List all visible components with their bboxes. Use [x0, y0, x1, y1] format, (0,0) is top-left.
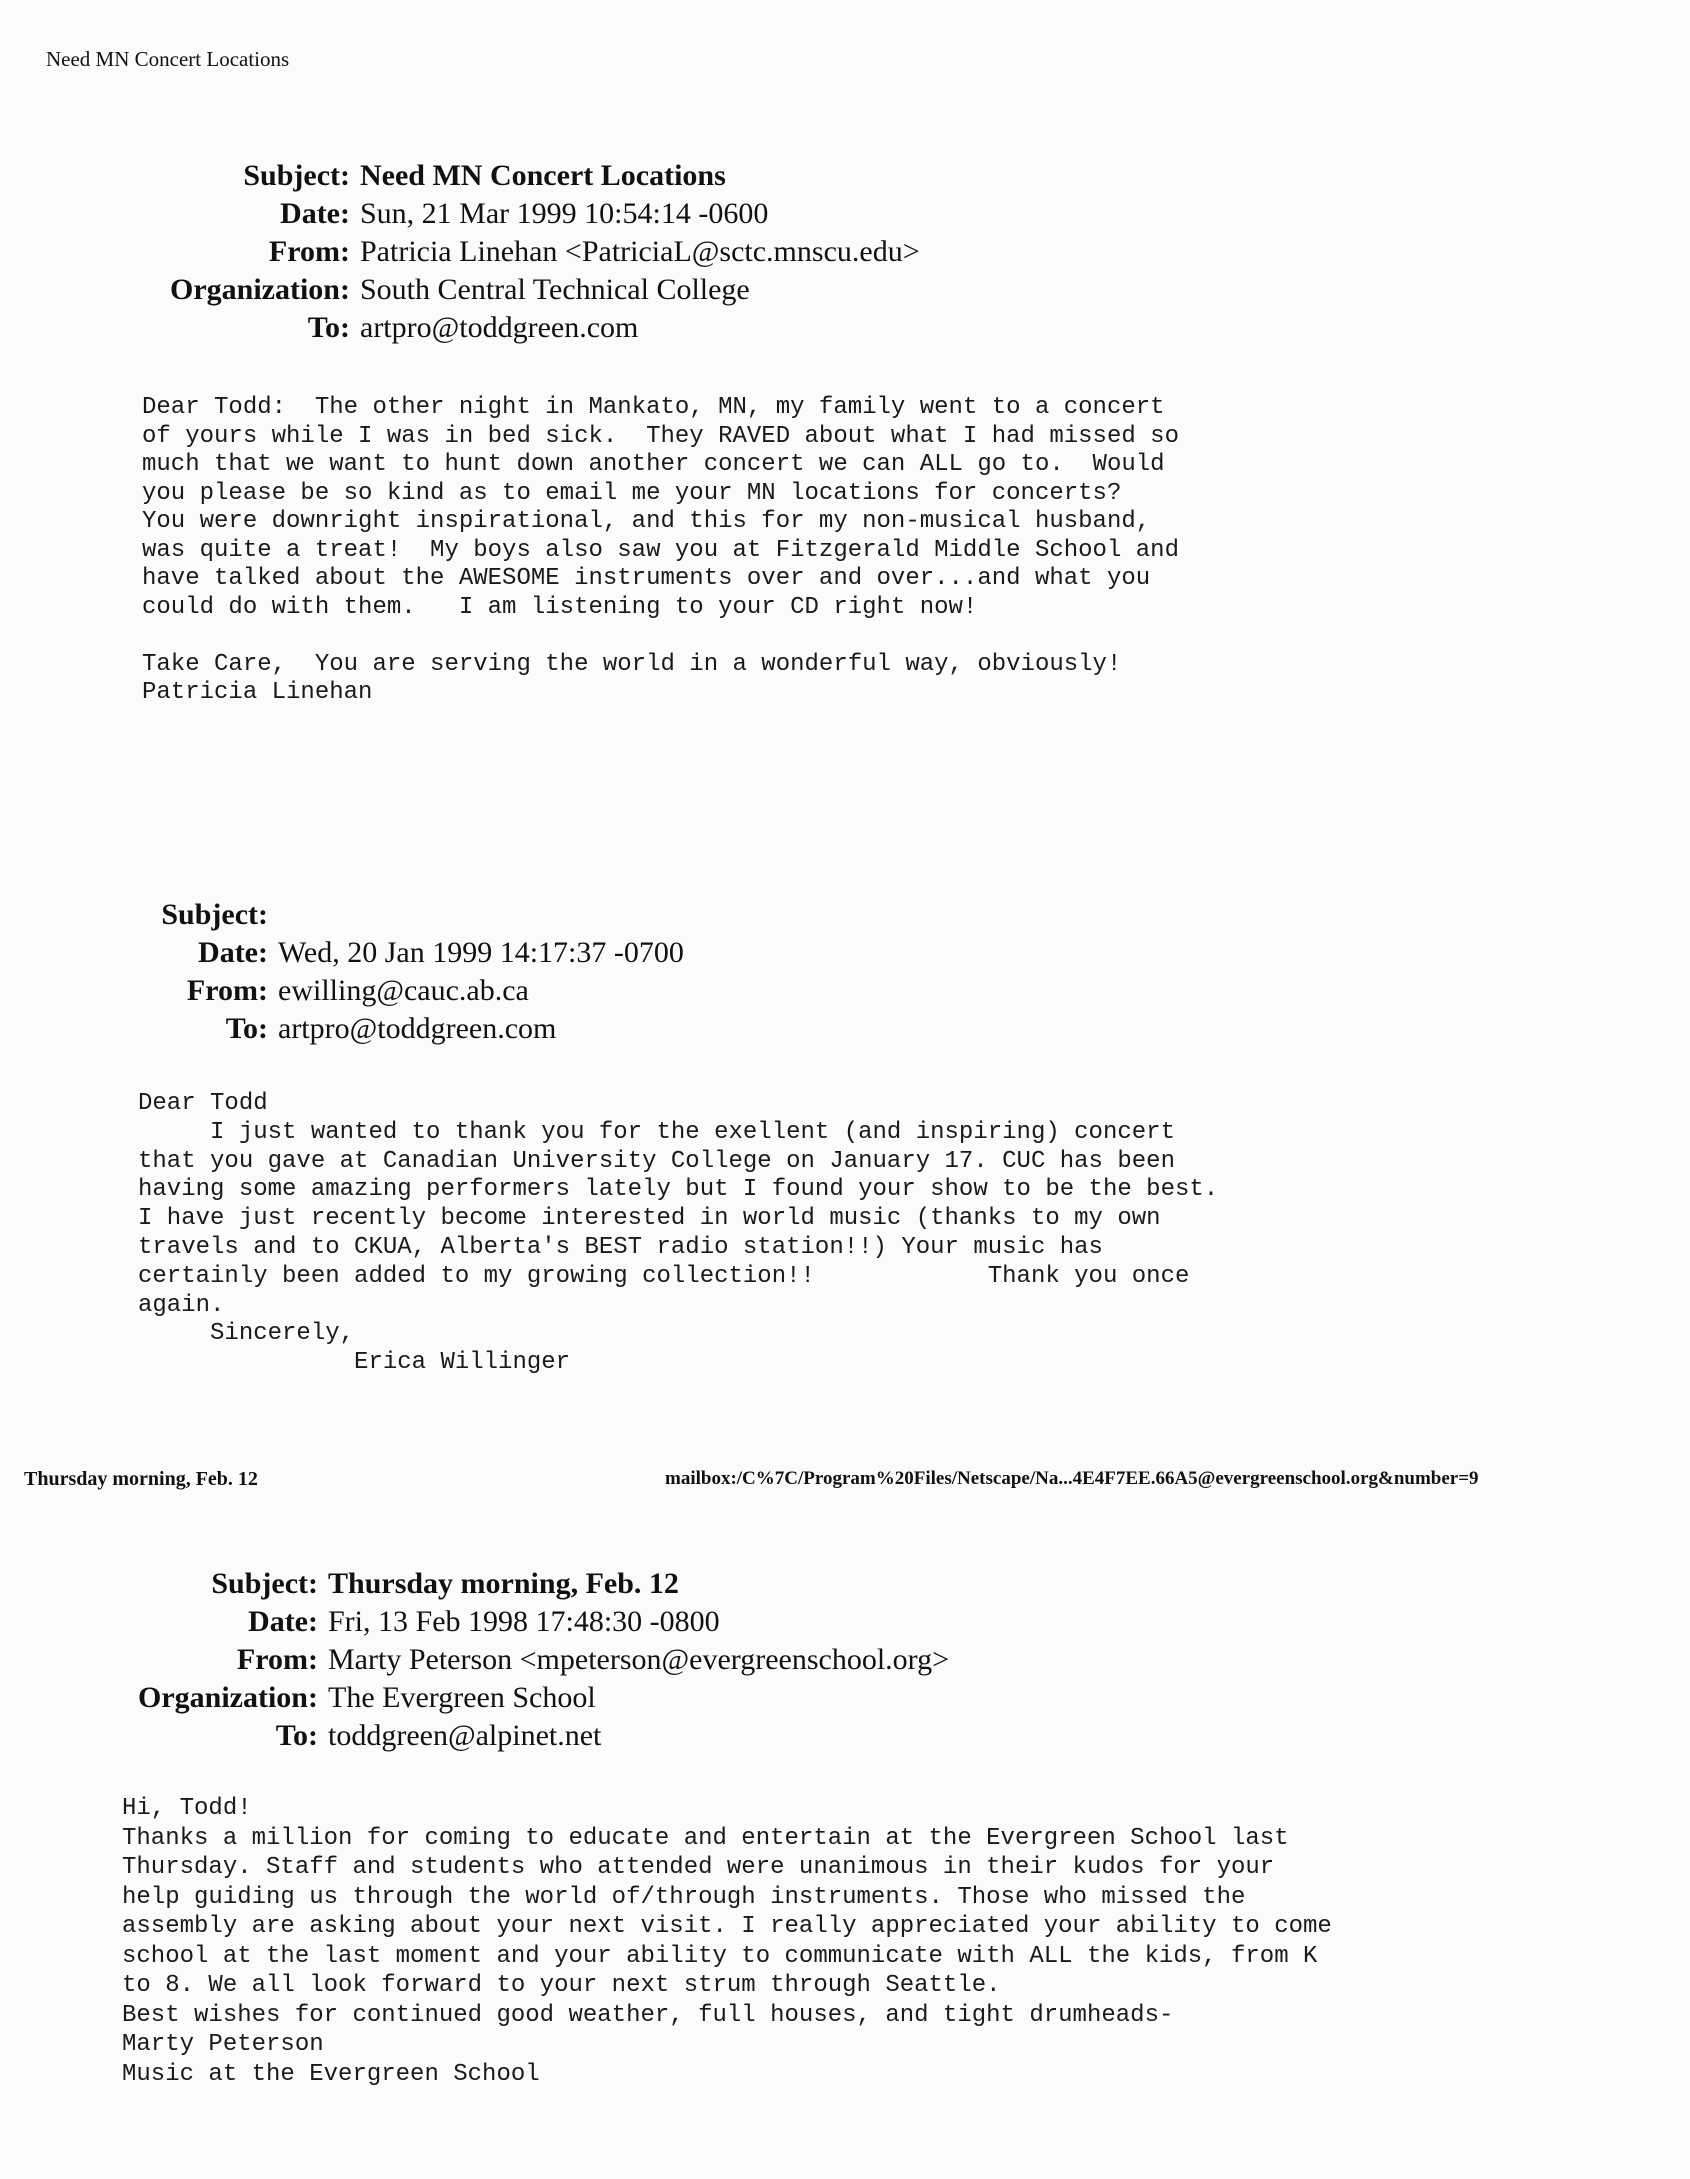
date-label: Date:	[248, 1605, 318, 1638]
subject-row	[120, 1565, 949, 1603]
page-footer-url: mailbox:/C%7C/Program%20Files/Netscape/Na...4E4F7EE.66A5@evergreenschool.org&number=9	[665, 1468, 1479, 1489]
organization-label: Organization:	[138, 1681, 318, 1714]
subject-label: Subject:	[161, 898, 268, 931]
to-value: artpro@toddgreen.com	[278, 1012, 557, 1045]
to-label: To:	[307, 311, 350, 344]
to-row	[120, 1717, 949, 1755]
subject-label: Subject:	[211, 1567, 318, 1600]
subject-value: Need MN Concert Locations	[360, 159, 726, 192]
date-label: Date:	[198, 936, 268, 969]
to-row	[130, 1010, 684, 1048]
organization-label: Organization:	[170, 273, 350, 306]
subject-row	[130, 896, 684, 934]
from-value: ewilling@cauc.ab.ca	[278, 974, 529, 1007]
to-label: To:	[225, 1012, 268, 1045]
to-row	[150, 309, 920, 347]
from-row	[150, 233, 920, 271]
from-row	[120, 1641, 949, 1679]
from-label: From:	[236, 1643, 318, 1676]
date-value: Fri, 13 Feb 1998 17:48:30 -0800	[328, 1605, 720, 1638]
subject-label: Subject:	[243, 159, 350, 192]
date-row	[120, 1603, 949, 1641]
subject-row	[150, 157, 920, 195]
organization-value: The Evergreen School	[328, 1681, 596, 1714]
date-value: Sun, 21 Mar 1999 10:54:14 -0600	[360, 197, 769, 230]
organization-row	[150, 271, 920, 309]
email-1-headers	[150, 157, 920, 347]
page-footer-title: Thursday morning, Feb. 12	[24, 1468, 258, 1490]
email-2-headers	[130, 896, 684, 1048]
organization-row	[120, 1679, 949, 1717]
email-1-body: Dear Todd: The other night in Mankato, MN, my family went to a concert of yours while I was in bed sick. They RAVED about what I had missed so much that we want to hunt down another concert we can ALL go to. Would you please be so kind as to email me your MN locations for concerts? You were downright inspirational, and this for my non-musical husband, was quite a treat! My boys also saw you at Fitzgerald Middle School and have talked about the AWESOME instruments over and over...and what you could do with them. I am listening to your CD right now! Take Care, You are serving the world in a wonderful way, obviously! Patricia Linehan	[142, 394, 1179, 706]
to-value: toddgreen@alpinet.net	[328, 1719, 602, 1752]
from-row	[130, 972, 684, 1010]
from-value: Patricia Linehan <PatriciaL@sctc.mnscu.edu>	[360, 235, 920, 268]
email-3-body: Hi, Todd! Thanks a million for coming to educate and entertain at the Evergreen School last Thursday. Staff and students who attended were unanimous in their kudos for your help guiding us through the world of/through instruments. Those who missed the assembly are asking about your next visit. I really appreciated your ability to come school at the last moment and your ability to communicate with ALL the kids, from K to 8. We all look forward to your next strum through Seattle. Best wishes for continued good weather, full houses, and tight drumheads- Marty Peterson Music at the Evergreen School	[122, 1795, 1332, 2088]
page-header: Need MN Concert Locations	[46, 47, 290, 71]
date-label: Date:	[280, 197, 350, 230]
from-label: From:	[268, 235, 350, 268]
subject-value: Thursday morning, Feb. 12	[328, 1567, 679, 1600]
date-value: Wed, 20 Jan 1999 14:17:37 -0700	[278, 936, 684, 969]
from-value: Marty Peterson <mpeterson@evergreenschool.org>	[328, 1643, 950, 1676]
to-value: artpro@toddgreen.com	[360, 311, 639, 344]
date-row	[130, 934, 684, 972]
date-row	[150, 195, 920, 233]
from-label: From:	[186, 974, 268, 1007]
to-label: To:	[275, 1719, 318, 1752]
organization-value: South Central Technical College	[360, 273, 750, 306]
email-2-body: Dear Todd I just wanted to thank you for the exellent (and inspiring) concert that you gave at Canadian University College on January 17. CUC has been having some amazing performers lately but I found your show to be the best. I have just recently become interested in world music (thanks to my own travels and to CKUA, Alberta's BEST radio station!!) Your music has certainly been added to my growing collection!! Thank you once again. Sincerely, Erica Willinger	[138, 1090, 1219, 1377]
email-3-headers	[120, 1565, 949, 1755]
